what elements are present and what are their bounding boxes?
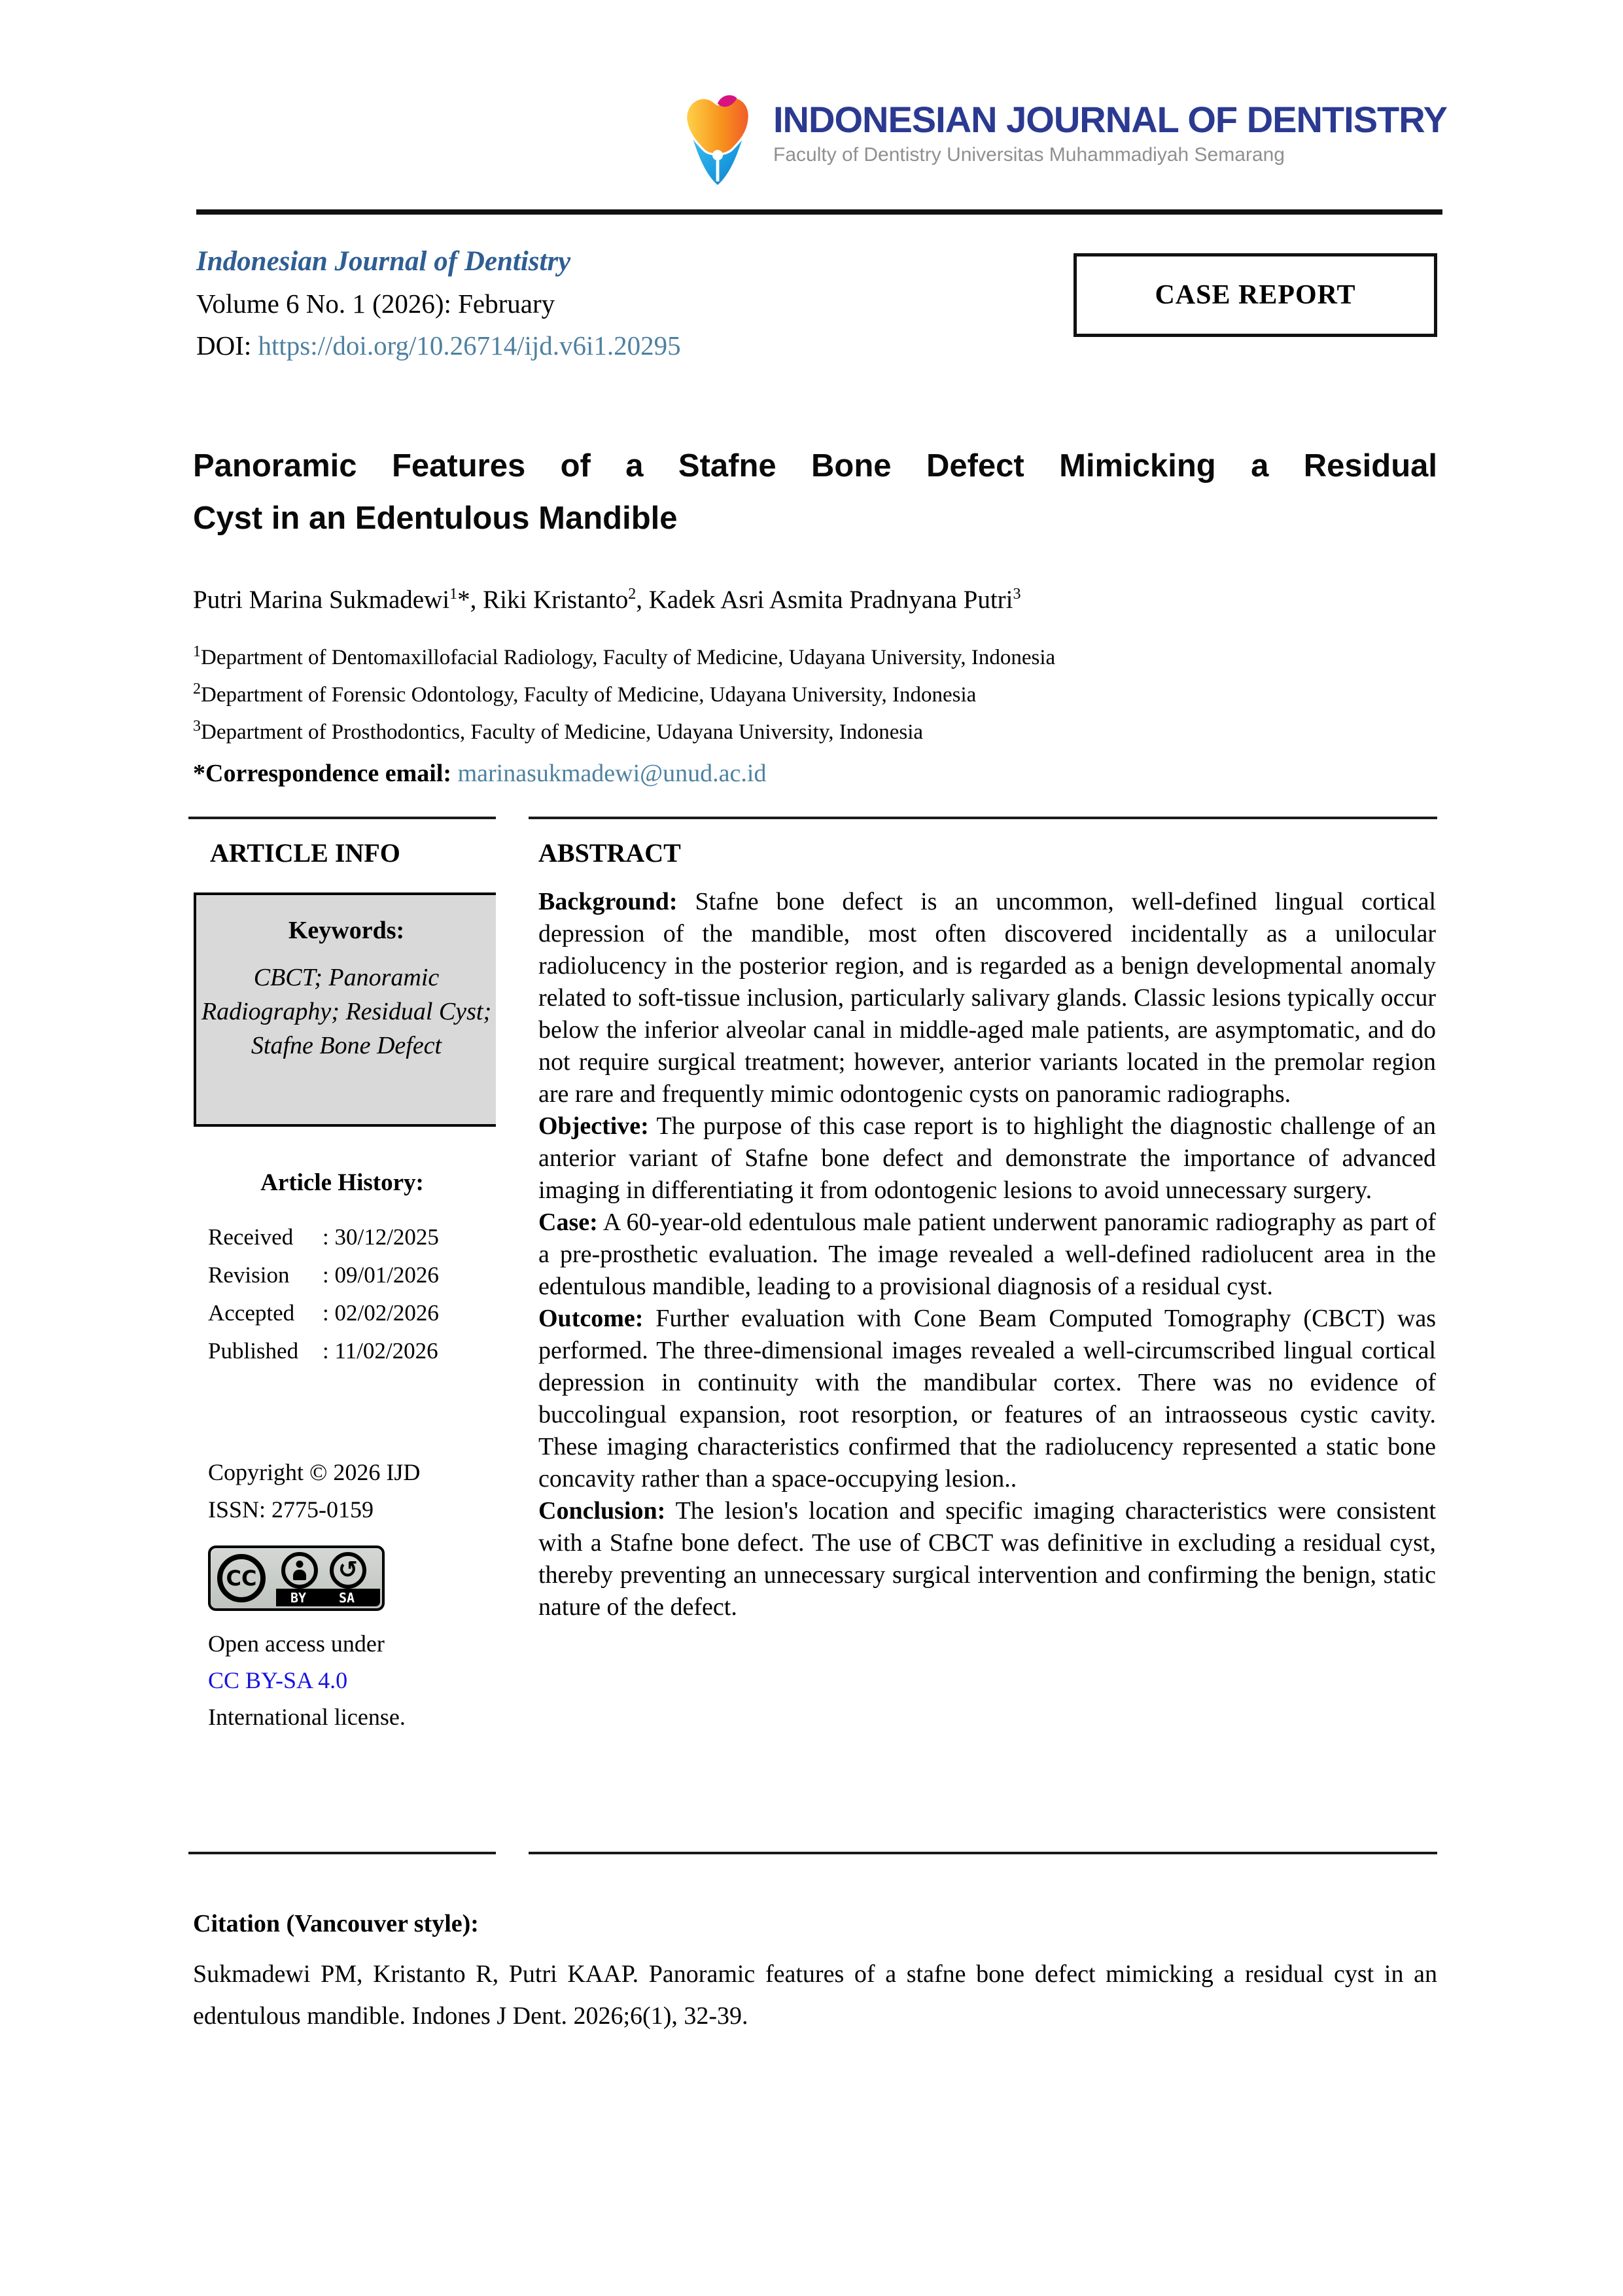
cc-sa-label: SA: [338, 1590, 355, 1606]
cc-icon: CC: [217, 1554, 266, 1602]
abstract-column: [529, 817, 1437, 1854]
cc-by-person-icon: [281, 1552, 318, 1589]
doi-line: [196, 325, 681, 366]
header-divider: [196, 209, 1442, 215]
journal-logo-title: INDONESIAN JOURNAL OF DENTISTRY: [773, 99, 1447, 140]
tooth-pen-logo-icon: [672, 90, 763, 188]
journal-name: Indonesian Journal of Dentistry: [196, 246, 571, 277]
correspondence-line: [193, 759, 1437, 788]
history-row: Accepted : 02/02/2026: [208, 1300, 439, 1326]
abstract-heading: ABSTRACT: [538, 838, 681, 868]
cc-by-sa-badge[interactable]: [208, 1545, 385, 1611]
correspondence-email-link[interactable]: marinasukmadewi@unud.ac.id: [457, 760, 767, 787]
open-access-block: [188, 1625, 496, 1735]
citation-text: Sukmadewi PM, Kristanto R, Putri KAAP. Panoramic features of a stafne bone defect mimicking a residual cyst in an edentulous mandible. Indones J Dent. 2026;6(1), 32-39.: [193, 1960, 1437, 2030]
copyright-block: [188, 1454, 496, 1528]
copyright-line: Copyright © 2026 IJD: [208, 1459, 421, 1485]
open-access-line: Open access under: [208, 1631, 385, 1657]
history-list: [188, 1218, 496, 1370]
cc-sa-arrow-icon: ↺: [330, 1552, 366, 1589]
affiliations: [193, 636, 1437, 748]
license-link[interactable]: CC BY-SA 4.0: [208, 1667, 348, 1693]
doi-link[interactable]: https://doi.org/10.26714/ijd.v6i1.20295: [258, 330, 681, 361]
journal-info-block: [196, 241, 681, 366]
keywords-box: [194, 892, 496, 1127]
doi-label: DOI:: [196, 330, 252, 361]
article-info-column: [188, 817, 496, 1854]
license-line: International license.: [208, 1704, 406, 1730]
citation-heading: Citation (Vancouver style):: [193, 1910, 479, 1937]
abstract-paragraph: Outcome: Further evaluation with Cone Beam Computed Tomography (CBCT) was performed. The three-dimensional images revealed a well-circumscribed lingual cortical depression in continuity with the mandibular cortex. There was no evidence of buccolingual expansion, root resorption, or features of an intraosseous cystic cavity. These imaging characteristics confirmed that the radiolucency represented a static bone concavity rather than a space-occupying lesion..: [538, 1305, 1436, 1492]
article-title-line: Cyst in an Edentulous Mandible: [193, 501, 678, 536]
article-title: [193, 440, 1437, 544]
author-line: Putri Marina Sukmadewi$^1$*, Riki Kristanto$^2$, Kadek Asri Asmita Pradnyana Putri$^3$: [193, 586, 1021, 614]
abstract-paragraph: Objective: The purpose of this case report is to highlight the diagnostic challenge of an anterior variant of Stafne bone defect and demonstrate the importance of advanced imaging in differentiating it from odontogenic lesions to avoid unnecessary surgery.: [538, 1112, 1436, 1204]
keywords-label: Keywords:: [288, 917, 405, 944]
abstract-body: [538, 886, 1436, 1623]
abstract-paragraph: Background: Stafne bone defect is an uncommon, well-defined lingual cortical depression of the mandible, most often discovered incidentally as a unilocular radiolucency in the posterior region, and is regarded as a benign developmental anomaly related to soft-tissue inclusion, particularly salivary glands. Classic lesions typically occur below the inferior alveolar canal in middle-aged male patients, are asymptomatic, and do not require surgical treatment; however, anterior variants located in the premolar region are rare and frequently mimic odontogenic cysts on panoramic radiographs.: [538, 888, 1436, 1108]
article-type-label: CASE REPORT: [1155, 280, 1356, 310]
article-type-badge: [1073, 253, 1437, 337]
journal-logo-subtitle: Faculty of Dentistry Universitas Muhammadiyah Semarang: [773, 144, 1285, 166]
article-title-line: Panoramic Features of a Stafne Bone Defect Mimicking a Residual: [193, 448, 1437, 484]
affiliation-line: $^2$Department of Forensic Odontology, Faculty of Medicine, Udayana University, Indonesia: [193, 680, 977, 707]
history-row: Revision : 09/01/2026: [208, 1262, 439, 1288]
info-abstract-table: [188, 817, 1437, 1854]
keywords-text: CBCT; Panoramic Radiography; Residual Cyst; Stafne Bone Defect: [201, 964, 492, 1059]
affiliation-line: $^1$Department of Dentomaxillofacial Radiology, Faculty of Medicine, Udayana University, Indonesia: [193, 643, 1056, 669]
affiliation-line: $^3$Department of Prosthodontics, Faculty of Medicine, Udayana University, Indonesia: [193, 718, 924, 744]
history-row: Published : 11/02/2026: [208, 1338, 438, 1364]
correspondence-label: *Correspondence email:: [193, 760, 452, 787]
article-history-heading: Article History:: [260, 1169, 424, 1196]
cc-by-label: BY: [290, 1590, 307, 1606]
issn-line: ISSN: 2775-0159: [208, 1496, 374, 1523]
journal-logo: [672, 90, 1447, 188]
volume-issue-line: Volume 6 No. 1 (2026): February: [196, 289, 555, 319]
history-row: Received : 30/12/2025: [208, 1224, 439, 1250]
abstract-paragraph: Conclusion: The lesion's location and specific imaging characteristics were consistent with a Stafne bone defect. The use of CBCT was definitive in excluding a residual cyst, thereby preventing an unnecessary surgical intervention and confirming the benign, static nature of the defect.: [538, 1497, 1436, 1621]
abstract-paragraph: Case: A 60-year-old edentulous male patient underwent panoramic radiography as part of a pre-prosthetic evaluation. The image revealed a well-defined radiolucent area in the edentulous mandible, leading to a provisional diagnosis of a residual cyst.: [538, 1209, 1436, 1300]
article-info-heading: ARTICLE INFO: [210, 838, 400, 868]
